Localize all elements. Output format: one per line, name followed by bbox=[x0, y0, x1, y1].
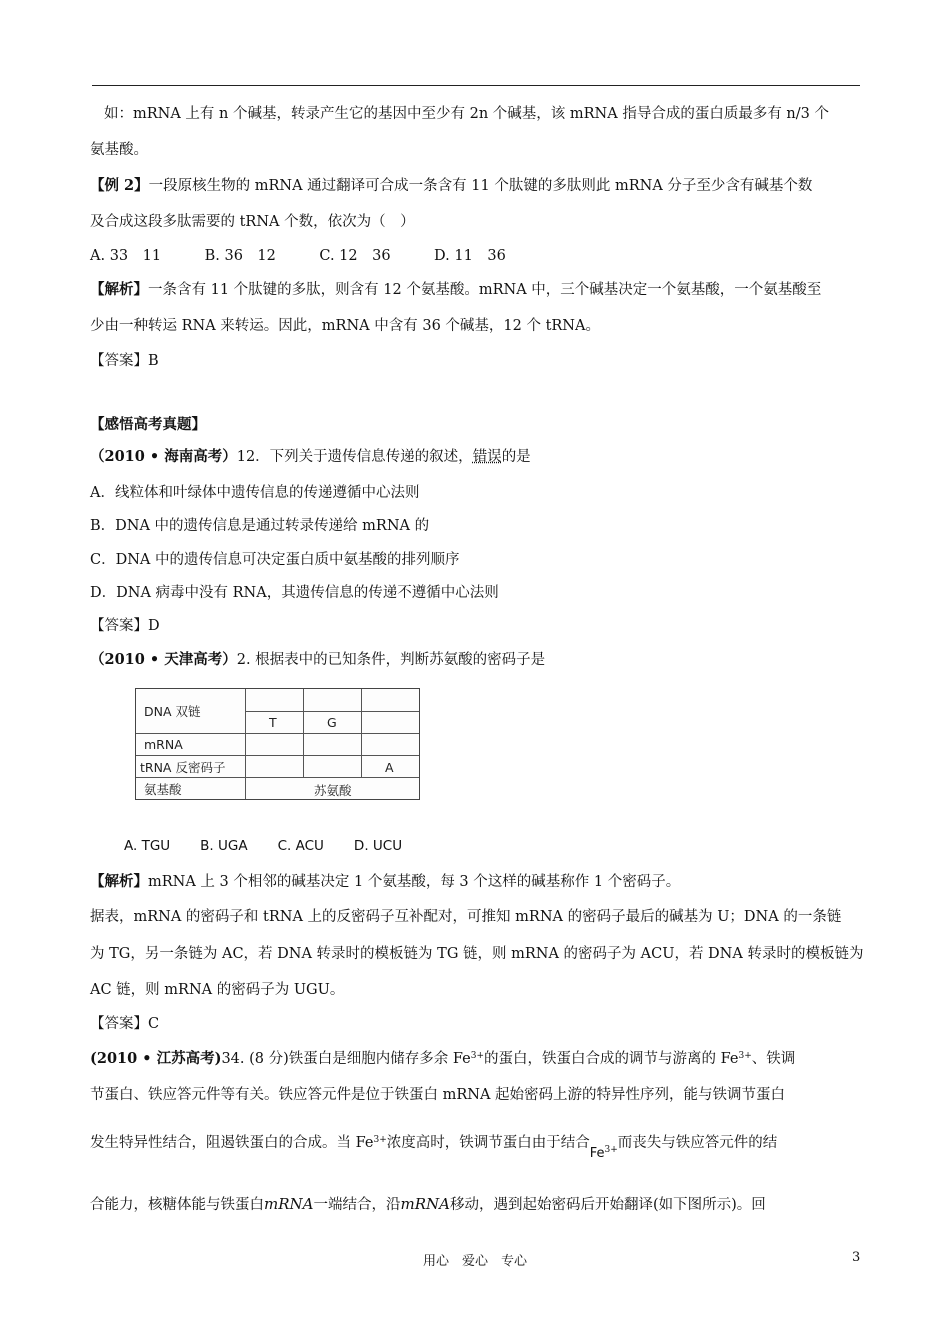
q1-option-d: D．DNA 病毒中没有 RNA，其遗传信息的传递不遵循中心法则 bbox=[90, 585, 499, 601]
q3-line1-b: 的蛋白，铁蛋白合成的调节与游离的 Fe bbox=[484, 1051, 739, 1067]
fe-charge-1: 3+ bbox=[470, 1051, 485, 1061]
q2-option-a: A. TGU bbox=[124, 838, 171, 854]
mrna-term-1: mRNA bbox=[264, 1195, 314, 1213]
example2-tag: 【例 2】 bbox=[90, 177, 149, 194]
q3-source: (2010 • 江苏高考) bbox=[90, 1050, 222, 1067]
table-hline-4 bbox=[136, 777, 419, 778]
example2-analysis2: 少由一种转运 RNA 来转运。因此，mRNA 中含有 36 个碱基，12 个 tRNA。 bbox=[90, 318, 600, 334]
q2-stem-text: 2. 根据表中的已知条件，判断苏氨酸的密码子是 bbox=[236, 652, 546, 668]
q1-source: （2010 • 海南高考） bbox=[90, 448, 237, 465]
table-hline-3 bbox=[136, 755, 419, 756]
table-cell-t: T bbox=[269, 715, 277, 730]
q2-analysis3: 为 TG，另一条链为 AC，若 DNA 转录时的模板链为 TG 链，则 mRNA 的密码子为 ACU，若 DNA 转录时的模板链为 bbox=[90, 946, 864, 962]
q3-line3-a: 发生特异性结合，阻遏铁蛋白的合成。当 Fe bbox=[90, 1135, 374, 1151]
fe-formula bbox=[590, 1145, 618, 1161]
table-hline-2 bbox=[136, 733, 419, 734]
example2-text1: 一段原核生物的 mRNA 通过翻译可合成一条含有 11 个肽键的多肽则此 mRNA 分子至少含有碱基个数 bbox=[148, 178, 813, 194]
table-vline-2 bbox=[303, 689, 304, 777]
table-cell-a: A bbox=[385, 760, 394, 775]
q3-line1 bbox=[90, 1049, 795, 1069]
analysis-tag: 【解析】 bbox=[90, 281, 148, 298]
fe-symbol: Fe bbox=[589, 1146, 605, 1161]
codon-table bbox=[135, 688, 420, 800]
example2-answer: 【答案】B bbox=[90, 353, 159, 369]
table-row-amino: 氨基酸 bbox=[144, 782, 182, 797]
q2-analysis4: AC 链，则 mRNA 的密码子为 UGU。 bbox=[90, 982, 345, 998]
q1-option-a: A．线粒体和叶绿体中遗传信息的传递遵循中心法则 bbox=[90, 485, 420, 501]
q2-option-c: C. ACU bbox=[277, 838, 324, 854]
q2-answer: 【答案】C bbox=[90, 1016, 160, 1032]
example2-line2: 及合成这段多肽需要的 tRNA 个数，依次为（ ） bbox=[90, 214, 415, 230]
fe-charge-3: 3+ bbox=[373, 1135, 387, 1145]
table-hline-1 bbox=[245, 711, 419, 712]
p1-line2: 氨基酸。 bbox=[90, 142, 148, 158]
p1-line1: 如：mRNA 上有 n 个碱基，转录产生它的基因中至少有 2n 个碱基，该 mRNA 指导合成的蛋白质最多有 n/3 个 bbox=[104, 106, 829, 122]
q3-line4-b: 一端结合，沿 bbox=[313, 1197, 401, 1213]
table-row-trna: tRNA 反密码子 bbox=[140, 760, 226, 775]
table-cell-amino: 苏氨酸 bbox=[314, 783, 352, 798]
q2-options bbox=[124, 838, 432, 854]
table-vline-4 bbox=[245, 777, 246, 799]
section-title: 【感悟高考真题】 bbox=[90, 416, 206, 433]
fe-charge-2: 3+ bbox=[738, 1051, 752, 1061]
q3-line1-c: 、铁调 bbox=[751, 1051, 796, 1067]
q2-option-b: B. UGA bbox=[200, 838, 248, 854]
q1-stem-post: 的是 bbox=[501, 449, 531, 465]
q2-analysis-tag: 【解析】 bbox=[90, 873, 148, 890]
q3-line3-b: 浓度高时，铁调节蛋白由于结合 bbox=[386, 1135, 590, 1151]
header-rule bbox=[92, 85, 860, 86]
q2-analysis2: 据表，mRNA 的密码子和 tRNA 上的反密码子互补配对，可推知 mRNA 的密码子最后的碱基为 U；DNA 的一条链 bbox=[90, 909, 842, 925]
example2-options: A. 33 11 B. 36 12 C. 12 36 D. 11 36 bbox=[90, 248, 506, 264]
table-cell-g: G bbox=[327, 715, 337, 730]
mrna-term-2: mRNA bbox=[400, 1195, 450, 1213]
q1-stem bbox=[90, 447, 531, 467]
q1-answer: 【答案】D bbox=[90, 618, 160, 634]
q3-line1-a: 34. (8 分)铁蛋白是细胞内储存多余 Fe bbox=[221, 1051, 471, 1067]
q1-option-c: C．DNA 中的遗传信息可决定蛋白质中氨基酸的排列顺序 bbox=[90, 552, 460, 568]
page-number: 3 bbox=[852, 1250, 861, 1265]
q1-option-b: B．DNA 中的遗传信息是通过转录传递给 mRNA 的 bbox=[90, 518, 430, 534]
q2-stem bbox=[90, 650, 545, 670]
q3-line4-c: 移动，遇到起始密码后开始翻译(如下图所示)。回 bbox=[449, 1197, 766, 1213]
page-footer: 用心 爱心 专心 bbox=[422, 1254, 527, 1269]
q1-stem-pre: 12．下列关于遗传信息传递的叙述， bbox=[236, 449, 473, 465]
analysis-text1: 一条含有 11 个肽键的多肽，则含有 12 个氨基酸。mRNA 中，三个碱基决定一个氨基酸，一个氨基酸至 bbox=[148, 282, 822, 298]
q2-analysis-text1: mRNA 上 3 个相邻的碱基决定 1 个氨基酸，每 3 个这样的碱基称作 1 个密码子。 bbox=[148, 874, 681, 890]
table-row-mrna: mRNA bbox=[144, 737, 183, 752]
q2-source: （2010 • 天津高考） bbox=[90, 651, 237, 668]
q3-line4-a: 合能力，核糖体能与铁蛋白 bbox=[90, 1197, 264, 1213]
q3-line3 bbox=[90, 1133, 778, 1161]
fe-charge-4: 3+ bbox=[604, 1145, 618, 1155]
example2-analysis1 bbox=[90, 280, 821, 300]
table-vline-3 bbox=[361, 689, 362, 777]
q3-line2: 节蛋白、铁应答元件等有关。铁应答元件是位于铁蛋白 mRNA 起始密码上游的特异性序列，能与铁调节蛋白 bbox=[90, 1087, 786, 1103]
q1-stem-emph: 错误 bbox=[472, 449, 502, 465]
q3-line3-c: 而丧失与铁应答元件的结 bbox=[617, 1135, 778, 1151]
table-row-dna: DNA 双链 bbox=[144, 704, 201, 719]
example2-line1 bbox=[90, 176, 812, 196]
table-vline-1 bbox=[245, 689, 246, 777]
q3-line4 bbox=[90, 1194, 766, 1215]
q2-analysis1 bbox=[90, 872, 680, 892]
q2-option-d: D. UCU bbox=[353, 838, 403, 854]
